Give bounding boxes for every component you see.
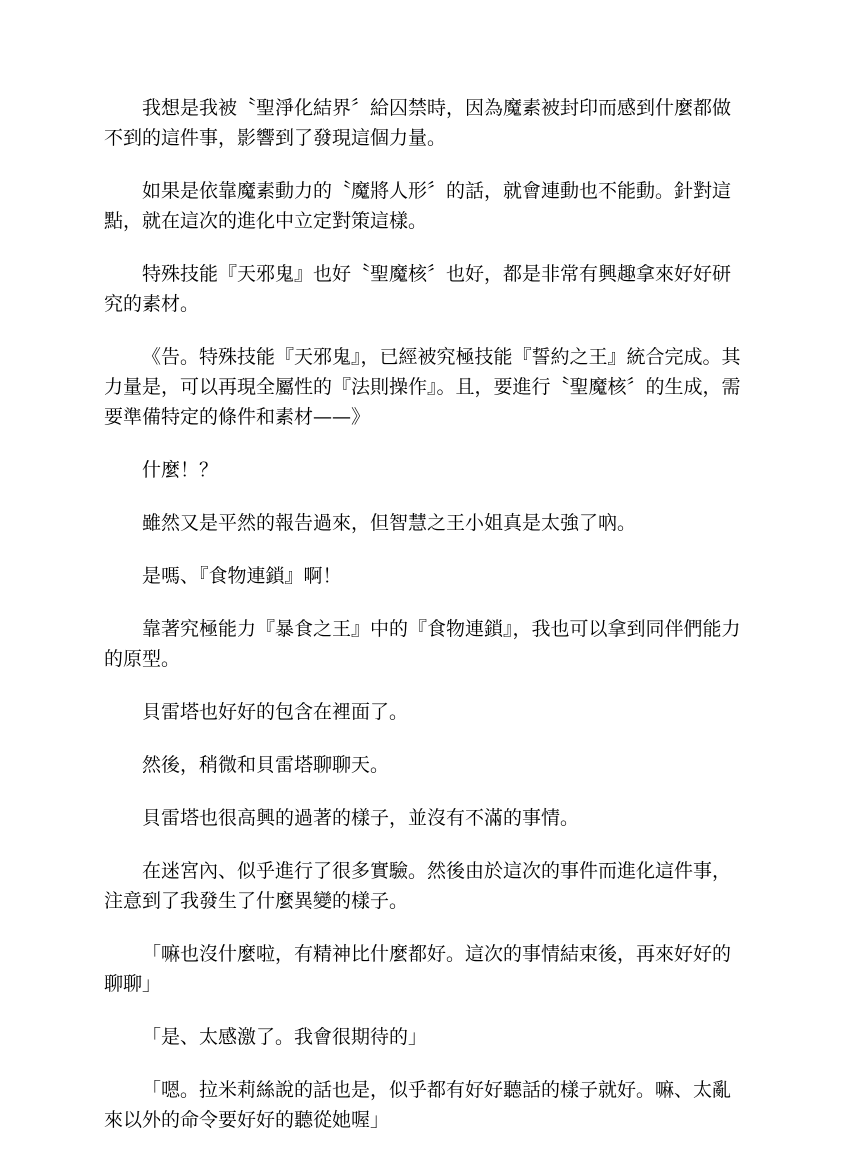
paragraph: 「嘛也沒什麼啦，有精神比什麼都好。這次的事情結束後，再來好好的聊聊」 [104, 943, 732, 995]
paragraph: 是嗎、『食物連鎖』啊！ [142, 565, 342, 587]
document-body [104, 93, 746, 1158]
paragraph: 「嗯。拉米莉絲說的話也是，似乎都有好好聽話的樣子就好。嘛、太亂來以外的命令要好好的聽從她喔」 [104, 1079, 732, 1131]
paragraph: 在迷宮內、似乎進行了很多實驗。然後由於這次的事件而進化這件事，注意到了我發生了什麼異變的樣子。 [104, 860, 732, 912]
paragraph: 《告。特殊技能『天邪鬼』，已經被究極技能『誓約之王』統合完成。其力量是，可以再現全屬性的『法則操作』。且，要進行〝聖魔核〞的生成，需要準備特定的條件和素材——》 [104, 346, 741, 428]
paragraph: 什麼！？ [142, 459, 219, 481]
paragraph: 雖然又是平然的報告過來，但智慧之王小姐真是太強了吶。 [142, 512, 637, 534]
paragraph: 如果是依靠魔素動力的〝魔將人形〞的話，就會連動也不能動。針對這點，就在這次的進化中立定對策這樣。 [104, 180, 732, 232]
paragraph: 「是、太感激了。我會很期待的」 [142, 1026, 428, 1048]
paragraph: 然後，稍微和貝雷塔聊聊天。 [142, 754, 390, 776]
paragraph: 貝雷塔也好好的包含在裡面了。 [142, 701, 409, 723]
paragraph: 特殊技能『天邪鬼』也好〝聖魔核〞也好，都是非常有興趣拿來好好研究的素材。 [104, 263, 732, 315]
paragraph: 貝雷塔也很高興的過著的樣子，並沒有不滿的事情。 [142, 807, 580, 829]
paragraph: 靠著究極能力『暴食之王』中的『食物連鎖』，我也可以拿到同伴們能力的原型。 [104, 618, 741, 670]
paragraph: 我想是我被〝聖淨化結界〞給囚禁時，因為魔素被封印而感到什麼都做不到的這件事，影響到了發現這個力量。 [104, 97, 732, 149]
